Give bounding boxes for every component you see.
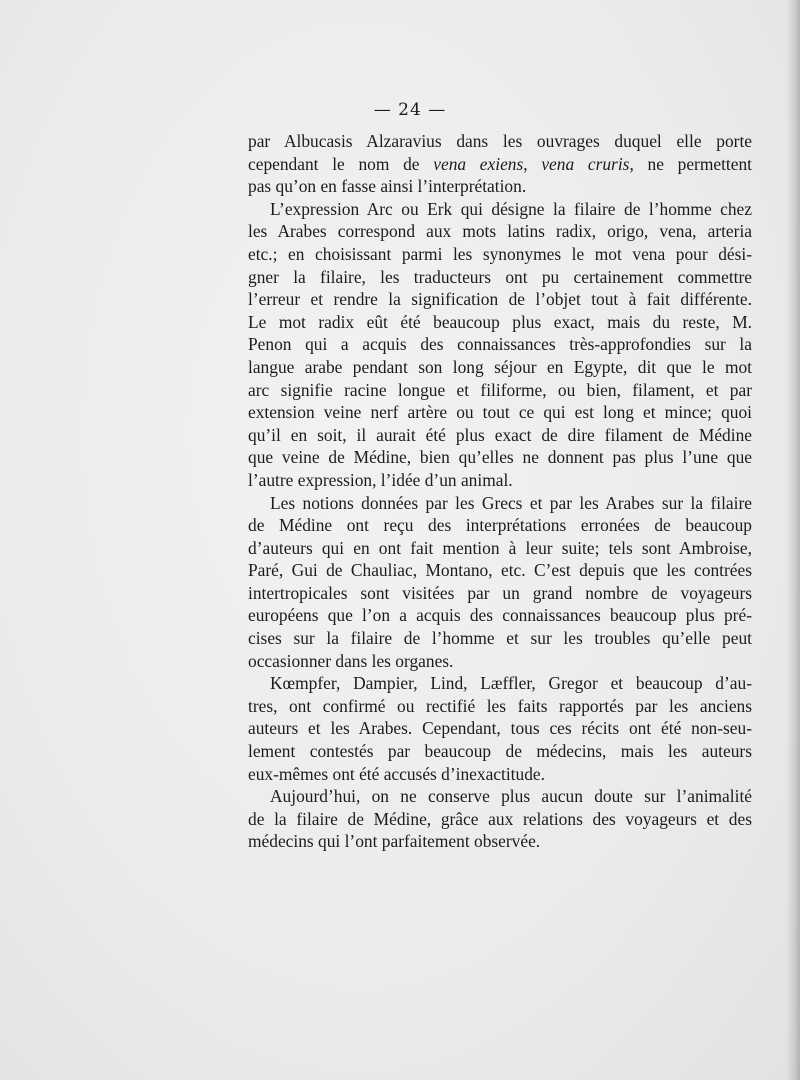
page-number: — 24 — — [373, 100, 447, 120]
text-line-with-italics — [248, 153, 752, 176]
text-line: d’auteurs qui en ont fait mention à leur suite; tels sont Ambroise, — [248, 537, 752, 558]
text-line: Les notions données par les Grecs et par les Arabes sur la filaire — [270, 492, 752, 513]
text-line: occasionner dans les organes. — [248, 650, 454, 671]
text-line: de Médine ont reçu des interprétations erronées de beaucoup — [248, 515, 752, 536]
text-line: par Albucasis Alzaravius dans les ouvrages duquel elle porte — [248, 131, 752, 151]
text-line: langue arabe pendant son long séjour en Egypte, dit que le mot — [248, 356, 752, 377]
text-line: extension veine nerf artère ou tout ce qui est long et mince; quoi — [248, 402, 752, 423]
text-line: cises sur la filaire de l’homme et sur les troubles qu’elle peut — [248, 628, 752, 649]
text-line: de la filaire de Médine, grâce aux relations des voyageurs et des — [248, 808, 752, 829]
paragraph-4 — [248, 672, 752, 785]
text-line: L’expression Arc ou Erk qui désigne la filaire de l’homme chez — [270, 198, 752, 219]
text-fragment: , ne permettent — [629, 153, 752, 174]
text-line: Penon qui a acquis des connaissances très-approfondies sur la — [248, 334, 752, 355]
text-line: médecins qui l’ont parfaitement observée. — [248, 831, 541, 852]
text-fragment: , — [523, 153, 542, 174]
latin-term: vena cruris — [541, 153, 630, 174]
text-fragment: cependant le nom de — [248, 153, 434, 174]
text-line: lement contestés par beaucoup de médecins, mais les auteurs — [248, 741, 752, 762]
text-line: pas qu’on en fasse ainsi l’interprétation. — [248, 176, 527, 197]
body-text — [248, 130, 752, 853]
paragraph-3 — [248, 492, 752, 673]
text-line: tres, ont confirmé ou rectifié les faits rapportés par les anciens — [248, 695, 752, 716]
text-line: Le mot radix eût été beaucoup plus exact, mais du reste, M. — [248, 311, 752, 332]
text-line: européens que l’on a acquis des connaissances beaucoup plus pré- — [248, 605, 752, 626]
text-line: Paré, Gui de Chauliac, Montano, etc. C’est depuis que les contrées — [248, 560, 752, 581]
text-line: les Arabes correspond aux mots latins radix, origo, vena, arteria — [248, 221, 752, 242]
paragraph-2 — [248, 198, 752, 492]
text-line: l’erreur et rendre la signification de l’objet tout à fait différente. — [248, 289, 752, 310]
text-line: que veine de Médine, bien qu’elles ne donnent pas plus l’une que — [248, 447, 752, 468]
page-edge-shadow — [786, 0, 800, 1080]
text-line: etc.; en choisissant parmi les synonymes le mot vena pour dési- — [248, 243, 752, 264]
text-line: auteurs et les Arabes. Cependant, tous ces récits ont été non-seu- — [248, 718, 752, 739]
paragraph-1 — [248, 130, 752, 198]
text-line: l’autre expression, l’idée d’un animal. — [248, 469, 513, 490]
text-line: Kœmpfer, Dampier, Lind, Læffler, Gregor et beaucoup d’au- — [270, 673, 752, 694]
text-line: arc signifie racine longue et filiforme, ou bien, filament, et par — [248, 379, 752, 400]
text-line: gner la filaire, les traducteurs ont pu certainement commettre — [248, 266, 752, 287]
text-line: Aujourd’hui, on ne conserve plus aucun doute sur l’animalité — [270, 786, 752, 807]
latin-term: vena exiens — [433, 153, 524, 174]
text-line: intertropicales sont visitées par un grand nombre de voyageurs — [248, 582, 752, 603]
text-line: eux-mêmes ont été accusés d’inexactitude. — [248, 763, 545, 784]
text-line: qu’il en soit, il aurait été plus exact de dire filament de Médine — [248, 424, 752, 445]
paragraph-5 — [248, 785, 752, 853]
